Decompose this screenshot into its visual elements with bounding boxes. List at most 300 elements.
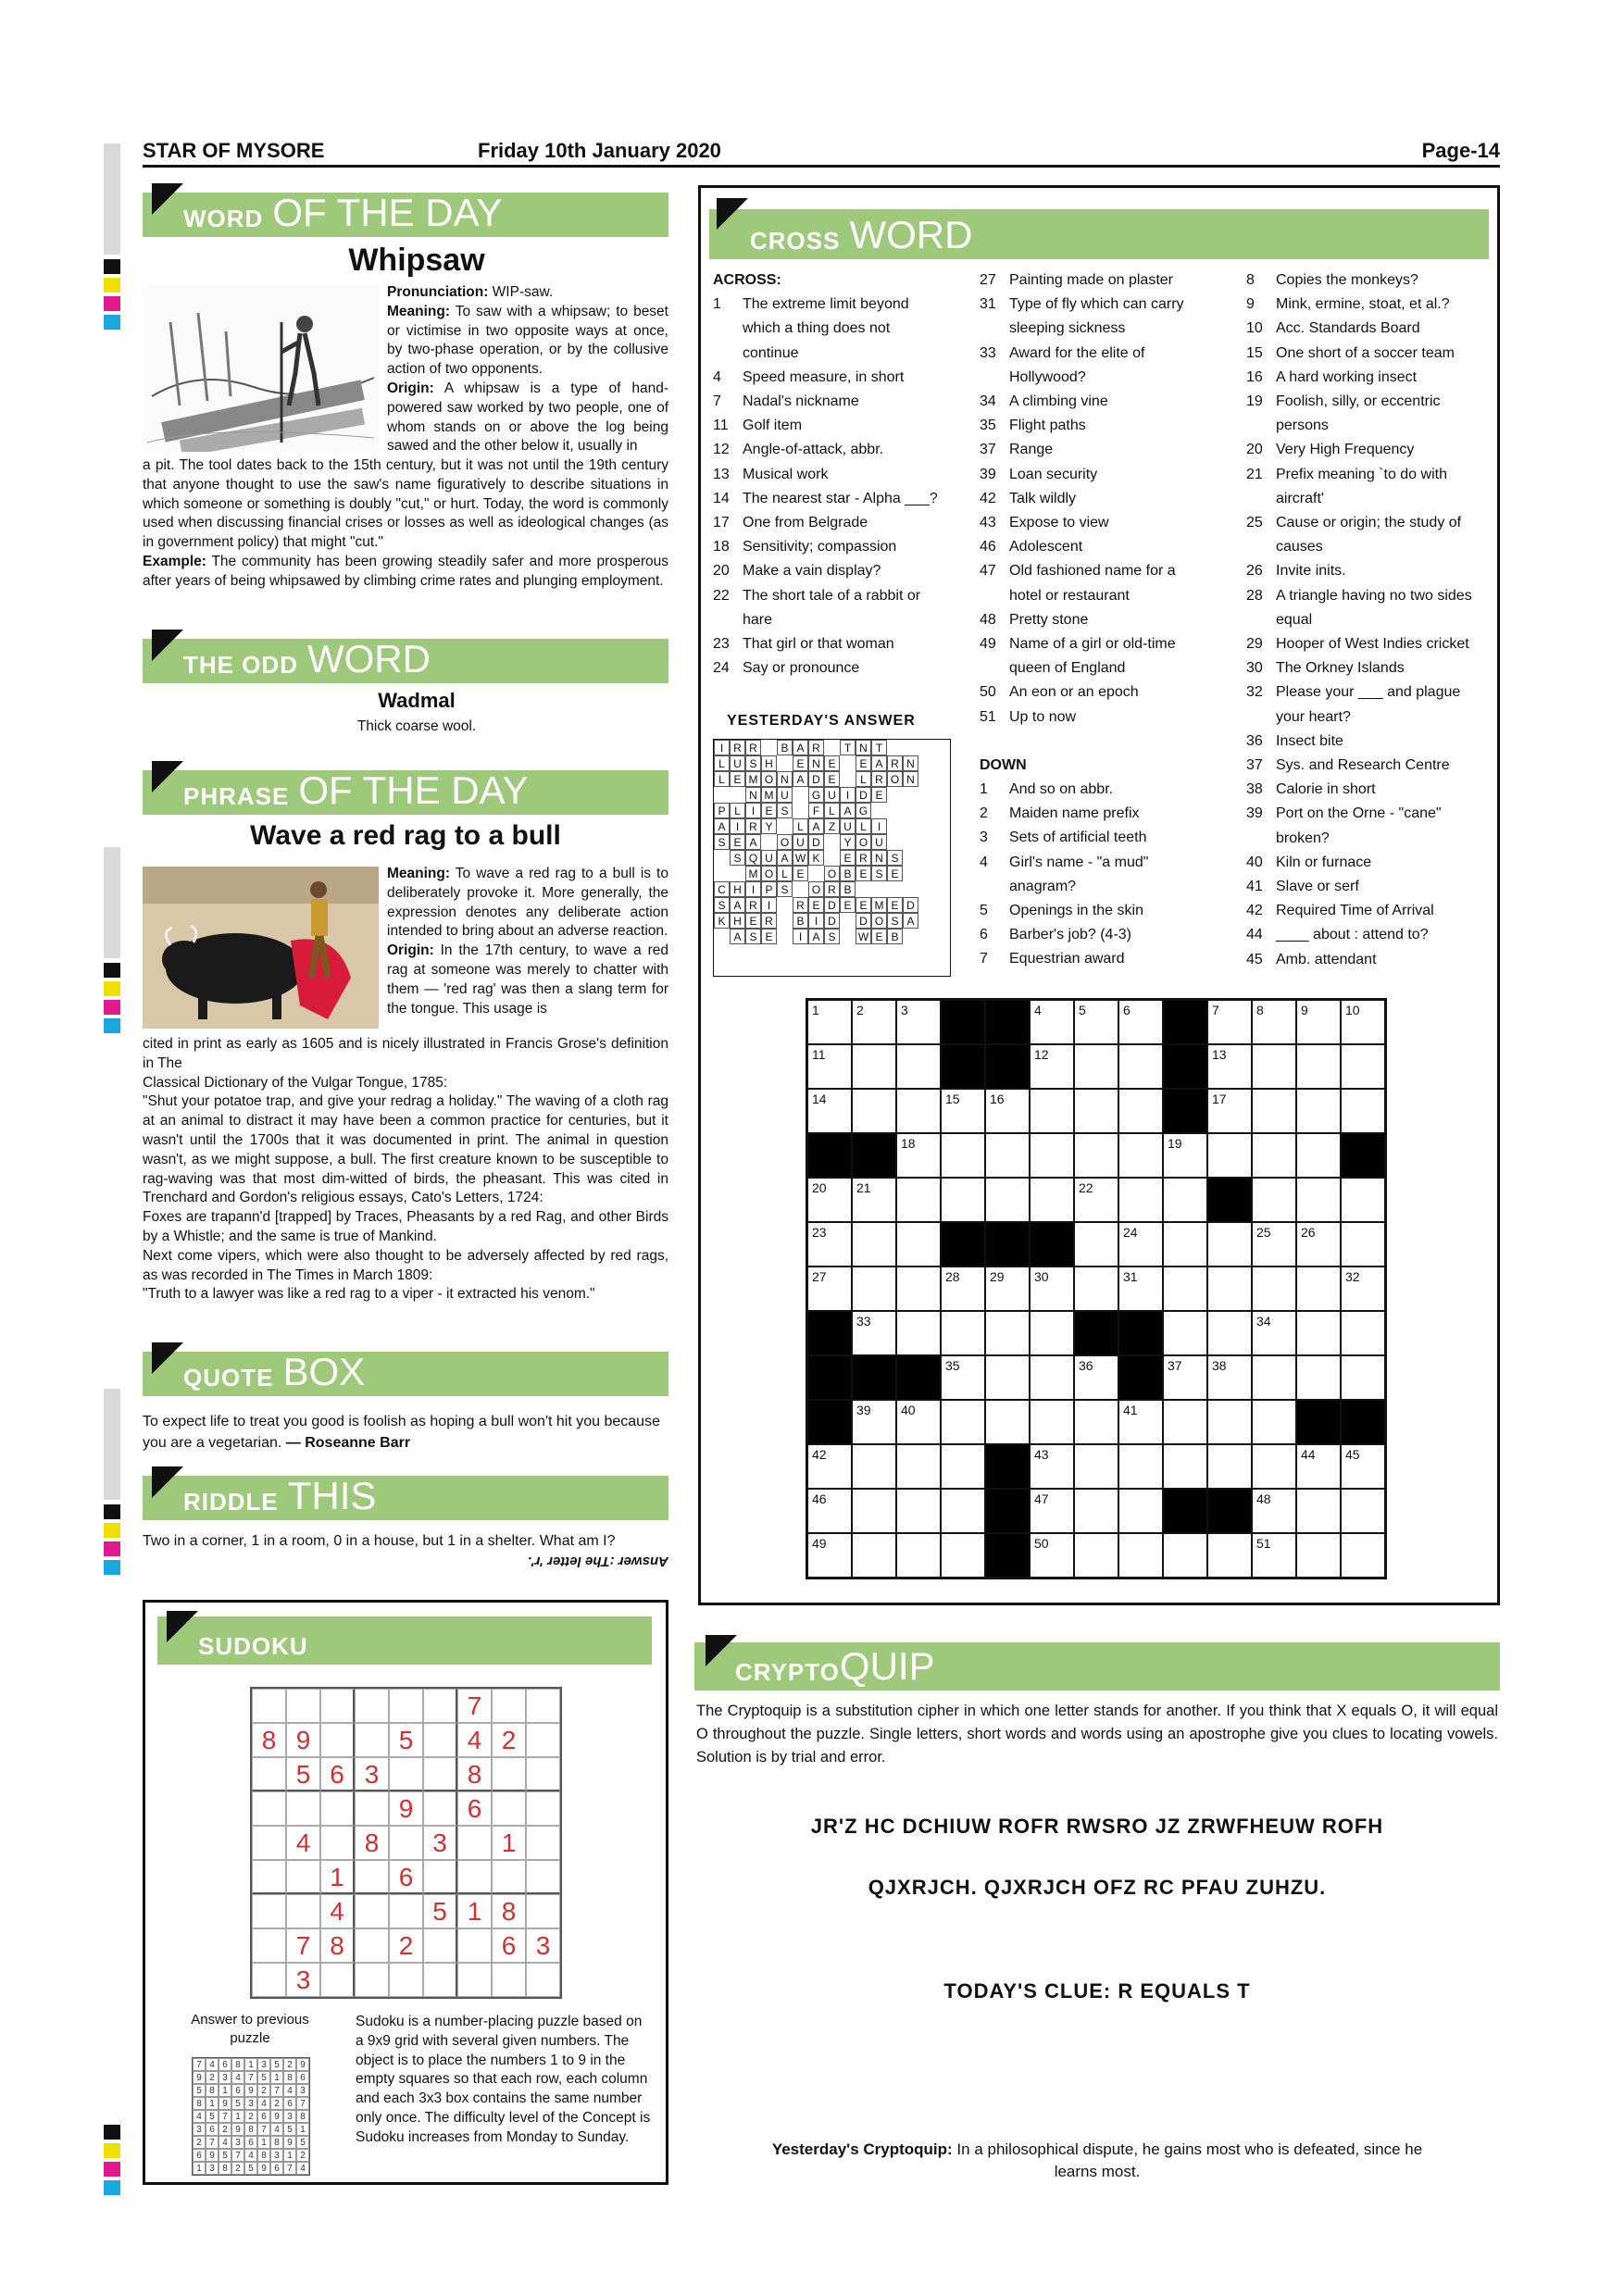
crossword-cell[interactable] <box>1118 1489 1163 1533</box>
crossword-cell[interactable] <box>985 1089 1030 1133</box>
answer-cell: E <box>793 755 808 771</box>
crossword-cell[interactable] <box>1296 1267 1341 1311</box>
sudoku-cell[interactable] <box>389 1894 423 1928</box>
crossword-cell[interactable] <box>852 1000 896 1044</box>
previous-sudoku-cell: 8 <box>270 2136 283 2149</box>
previous-sudoku-cell: 1 <box>257 2136 270 2149</box>
crossword-cell[interactable] <box>852 1533 896 1578</box>
sudoku-cell[interactable]: 6 <box>389 1860 423 1894</box>
answer-cell <box>714 850 730 866</box>
sudoku-cell[interactable]: 2 <box>492 1723 526 1757</box>
answer-cell: E <box>793 866 808 881</box>
clue-item <box>1246 463 1492 511</box>
crossword-cell[interactable] <box>1252 1400 1296 1444</box>
sudoku-cell[interactable] <box>252 1928 286 1963</box>
sudoku-cell[interactable] <box>355 1791 389 1826</box>
clue-number: 42 <box>980 490 996 506</box>
crossword-cell[interactable] <box>1296 1133 1341 1178</box>
crossword-cell[interactable] <box>807 1489 852 1533</box>
crossword-cell[interactable] <box>1252 1133 1296 1178</box>
crossword-cell[interactable] <box>1074 1044 1118 1089</box>
clue-number: 49 <box>980 636 996 653</box>
crossword-cell[interactable] <box>1252 1311 1296 1355</box>
sudoku-cell[interactable] <box>252 1894 286 1928</box>
sudoku-cell[interactable]: 6 <box>457 1791 492 1826</box>
crossword-cell[interactable] <box>985 1178 1030 1222</box>
clue-number: 15 <box>1246 344 1263 361</box>
sudoku-cell[interactable] <box>457 1826 492 1860</box>
crossword-cell[interactable] <box>941 1444 985 1489</box>
sudoku-cell[interactable] <box>320 1826 355 1860</box>
crossword-cell[interactable] <box>941 1178 985 1222</box>
sudoku-cell[interactable]: 3 <box>355 1757 389 1791</box>
previous-sudoku-cell: 4 <box>257 2097 270 2110</box>
crossword-cell[interactable] <box>941 1355 985 1400</box>
crossword-cell[interactable] <box>1296 1222 1341 1267</box>
answer-cell: E <box>856 755 871 771</box>
clue-number: 7 <box>713 393 721 410</box>
crossword-cell[interactable] <box>1030 1044 1074 1089</box>
sudoku-cell[interactable] <box>252 1689 286 1723</box>
header-small-text: PHRASE <box>183 782 290 810</box>
sudoku-cell[interactable] <box>457 1860 492 1894</box>
answer-cell: I <box>840 787 856 803</box>
crossword-cell[interactable] <box>1074 1267 1118 1311</box>
cryptoquip-line-2: QJXRJCH. QJXRJCH OFZ RC PFAU ZUHZU. <box>868 1876 1327 1899</box>
sudoku-cell[interactable]: 8 <box>457 1757 492 1791</box>
crossword-cell[interactable] <box>1296 1000 1341 1044</box>
crossword-cell[interactable] <box>852 1267 896 1311</box>
crossword-cell[interactable] <box>852 1178 896 1222</box>
crossword-cell[interactable] <box>1341 1444 1385 1489</box>
crossword-cell[interactable] <box>1296 1533 1341 1578</box>
crossword-cell[interactable] <box>1296 1089 1341 1133</box>
crossword-cell[interactable] <box>985 1311 1030 1355</box>
crossword-cell[interactable] <box>852 1400 896 1444</box>
sudoku-cell[interactable] <box>526 1757 560 1791</box>
answer-cell: O <box>824 866 840 881</box>
crossword-cell[interactable] <box>852 1222 896 1267</box>
clue-number: 1 <box>980 781 988 798</box>
sudoku-cell[interactable] <box>457 1963 492 1997</box>
sudoku-cell[interactable]: 1 <box>320 1860 355 1894</box>
phrase-paragraph: Classical Dictionary of the Vulgar Tongue, 1785: <box>143 1074 448 1091</box>
crossword-cell[interactable] <box>1296 1178 1341 1222</box>
crossword-cell[interactable] <box>1252 1267 1296 1311</box>
sudoku-cell[interactable]: 8 <box>252 1723 286 1757</box>
section-header-phrase <box>143 770 668 815</box>
crossword-cell[interactable] <box>896 1267 941 1311</box>
crossword-cell[interactable] <box>1296 1311 1341 1355</box>
sudoku-cell[interactable]: 5 <box>423 1894 457 1928</box>
sudoku-cell[interactable] <box>526 1723 560 1757</box>
crossword-cell[interactable] <box>1030 1311 1074 1355</box>
sudoku-cell[interactable]: 1 <box>457 1894 492 1928</box>
crossword-cell[interactable] <box>896 1533 941 1578</box>
phrase-paragraph: "Shut your potatoe trap, and give your redrag a holiday." The waving of a cloth rag at an animal to distract it may have been a common practice for centuries, but it wasn't until the 1700s that it was documented in print. The animal in question wasn't, as we might suppose, a bull. The first creature known to be susceptible to rag-waving was that most dim-witted of birds, the pheasant. This was cited in Trenchard and Gordon's religious essays, Cato's Letters, 1724: <box>143 1093 668 1206</box>
quote-text: To expect life to treat you good is foolish as hoping a bull won't hit you because you are a vegetarian. <box>143 1414 660 1451</box>
sudoku-cell[interactable]: 5 <box>389 1723 423 1757</box>
cell-number: 42 <box>812 1447 827 1462</box>
sudoku-cell[interactable] <box>423 1689 457 1723</box>
sudoku-cell[interactable]: 8 <box>320 1928 355 1963</box>
crossword-cell[interactable] <box>1207 1267 1252 1311</box>
sudoku-cell[interactable] <box>423 1928 457 1963</box>
crossword-cell[interactable] <box>1252 1355 1296 1400</box>
crossword-cell[interactable] <box>941 1089 985 1133</box>
crossword-cell[interactable] <box>807 1178 852 1222</box>
answer-cell: Y <box>840 834 856 850</box>
crossword-cell[interactable] <box>1252 1489 1296 1533</box>
crossword-cell[interactable] <box>1207 1044 1252 1089</box>
previous-sudoku-grid <box>192 2057 310 2176</box>
sudoku-cell[interactable] <box>389 1689 423 1723</box>
sudoku-cell[interactable]: 8 <box>492 1894 526 1928</box>
crossword-cell[interactable] <box>1252 1222 1296 1267</box>
crossword-cell[interactable] <box>985 1355 1030 1400</box>
crossword-cell[interactable] <box>1252 1178 1296 1222</box>
sudoku-cell[interactable] <box>492 1860 526 1894</box>
crossword-cell[interactable] <box>896 1311 941 1355</box>
crossword-cell[interactable] <box>941 1133 985 1178</box>
answer-cell: L <box>824 803 840 818</box>
crossword-cell[interactable] <box>1341 1311 1385 1355</box>
header-small-text: THE ODD <box>183 651 298 679</box>
clue-item <box>980 802 1211 826</box>
crossword-cell[interactable] <box>1030 1178 1074 1222</box>
sudoku-cell[interactable]: 5 <box>286 1757 320 1791</box>
clue-text: Required Time of Arrival <box>1276 903 1434 919</box>
previous-sudoku-cell: 2 <box>270 2097 283 2110</box>
crossword-cell[interactable] <box>1074 1489 1118 1533</box>
sudoku-cell[interactable]: 4 <box>320 1894 355 1928</box>
sudoku-cell[interactable] <box>286 1894 320 1928</box>
sudoku-cell[interactable] <box>286 1791 320 1826</box>
crossword-cell[interactable] <box>1163 1311 1207 1355</box>
clue-number: 4 <box>980 854 988 870</box>
crossword-cell[interactable] <box>1341 1222 1385 1267</box>
meaning-label: Meaning: <box>387 866 451 881</box>
sudoku-cell[interactable]: 1 <box>492 1826 526 1860</box>
sudoku-cell[interactable] <box>457 1928 492 1963</box>
answer-cell <box>903 866 918 881</box>
answer-cell: S <box>745 755 761 771</box>
crossword-cell[interactable] <box>1074 1133 1118 1178</box>
clue-text: Prefix meaning `to do with aircraft' <box>1276 466 1447 506</box>
sudoku-cell[interactable] <box>492 1791 526 1826</box>
previous-sudoku-cell: 4 <box>231 2071 244 2084</box>
crossword-cell[interactable] <box>1341 1355 1385 1400</box>
answer-cell: S <box>777 803 793 818</box>
sudoku-cell[interactable] <box>492 1757 526 1791</box>
sudoku-cell[interactable]: 4 <box>457 1723 492 1757</box>
answer-cell: U <box>824 787 840 803</box>
cell-number: 14 <box>812 1092 827 1106</box>
crossword-cell[interactable] <box>1341 1267 1385 1311</box>
crossword-cell[interactable] <box>1118 1089 1163 1133</box>
crossword-cell[interactable] <box>1074 1089 1118 1133</box>
across-clues-col1 <box>713 268 944 680</box>
crossword-cell[interactable] <box>1163 1178 1207 1222</box>
crossword-cell[interactable] <box>1074 1444 1118 1489</box>
crossword-cell[interactable] <box>985 1267 1030 1311</box>
sudoku-cell[interactable] <box>355 1894 389 1928</box>
crossword-cell[interactable] <box>1341 1178 1385 1222</box>
crossword-cell[interactable] <box>1030 1444 1074 1489</box>
odd-word-title: Wadmal <box>378 689 456 712</box>
sudoku-cell[interactable] <box>526 1894 560 1928</box>
sudoku-cell[interactable] <box>355 1689 389 1723</box>
registration-bar <box>104 144 120 255</box>
crossword-cell[interactable] <box>941 1489 985 1533</box>
crossword-cell[interactable] <box>1252 1000 1296 1044</box>
crossword-cell[interactable] <box>1207 1355 1252 1400</box>
answer-cell <box>856 881 871 897</box>
sudoku-cell[interactable]: 2 <box>389 1928 423 1963</box>
sudoku-cell[interactable] <box>355 1963 389 1997</box>
crossword-cell[interactable] <box>941 1267 985 1311</box>
crossword-cell[interactable] <box>1030 1355 1074 1400</box>
sudoku-cell[interactable]: 8 <box>355 1826 389 1860</box>
crossword-cell[interactable] <box>1118 1400 1163 1444</box>
previous-sudoku-cell: 6 <box>270 2162 283 2175</box>
crossword-cell[interactable] <box>807 1533 852 1578</box>
sudoku-cell[interactable] <box>389 1963 423 1997</box>
crossword-cell[interactable] <box>807 1222 852 1267</box>
crossword-cell[interactable] <box>1252 1089 1296 1133</box>
crossword-cell[interactable] <box>896 1133 941 1178</box>
sudoku-cell[interactable] <box>423 1757 457 1791</box>
sudoku-cell[interactable] <box>423 1791 457 1826</box>
crossword-cell[interactable] <box>941 1533 985 1578</box>
crossword-cell[interactable] <box>941 1311 985 1355</box>
clue-number: 3 <box>980 830 988 846</box>
clue-number: 6 <box>980 927 988 943</box>
crossword-cell[interactable] <box>1030 1267 1074 1311</box>
sudoku-cell[interactable] <box>492 1963 526 1997</box>
answer-cell <box>840 960 856 976</box>
sudoku-cell[interactable] <box>286 1860 320 1894</box>
sudoku-cell[interactable] <box>526 1860 560 1894</box>
crossword-cell[interactable] <box>1163 1222 1207 1267</box>
sudoku-cell[interactable] <box>320 1723 355 1757</box>
crossword-cell[interactable] <box>896 1000 941 1044</box>
sudoku-cell[interactable]: 9 <box>389 1791 423 1826</box>
crossword-cell[interactable] <box>1296 1489 1341 1533</box>
clue-text: Port on the Orne - "cane" broken? <box>1276 805 1442 846</box>
crossword-cell[interactable] <box>1296 1355 1341 1400</box>
crossword-cell[interactable] <box>1074 1178 1118 1222</box>
crossword-cell[interactable] <box>896 1044 941 1089</box>
crossword-cell[interactable] <box>896 1400 941 1444</box>
sudoku-cell[interactable] <box>320 1963 355 1997</box>
crossword-cell[interactable] <box>896 1222 941 1267</box>
quote-author: — Roseanne Barr <box>285 1435 411 1451</box>
crossword-cell[interactable] <box>896 1178 941 1222</box>
crossword-cell[interactable] <box>852 1089 896 1133</box>
sudoku-cell[interactable]: 3 <box>526 1928 560 1963</box>
cell-number: 28 <box>945 1269 960 1284</box>
sudoku-cell[interactable]: 4 <box>286 1826 320 1860</box>
crossword-cell[interactable] <box>1074 1400 1118 1444</box>
clue-text: Up to now <box>1009 708 1077 725</box>
crossword-cell[interactable] <box>1118 1533 1163 1578</box>
crossword-cell[interactable] <box>1207 1400 1252 1444</box>
crossword-cell[interactable] <box>1030 1400 1074 1444</box>
answer-cell: R <box>824 881 840 897</box>
answer-cell: M <box>761 787 777 803</box>
sudoku-cell[interactable] <box>252 1757 286 1791</box>
crossword-cell[interactable] <box>807 1089 852 1133</box>
sudoku-cell[interactable] <box>423 1963 457 1997</box>
sudoku-cell[interactable] <box>252 1826 286 1860</box>
crossword-cell[interactable] <box>1207 1444 1252 1489</box>
sudoku-cell[interactable]: 7 <box>457 1689 492 1723</box>
answer-cell <box>714 929 730 944</box>
sudoku-cell[interactable]: 6 <box>492 1928 526 1963</box>
sudoku-cell[interactable] <box>355 1723 389 1757</box>
crossword-cell[interactable] <box>807 1267 852 1311</box>
answer-cell: R <box>730 740 745 755</box>
crossword-cell[interactable] <box>1118 1178 1163 1222</box>
clue-item <box>713 584 944 632</box>
crossword-cell[interactable] <box>1341 1089 1385 1133</box>
crossword-cell[interactable] <box>807 1044 852 1089</box>
sudoku-cell[interactable] <box>526 1791 560 1826</box>
crossword-cell[interactable] <box>807 1000 852 1044</box>
crossword-cell[interactable] <box>1074 1222 1118 1267</box>
crossword-cell[interactable] <box>985 1400 1030 1444</box>
crossword-cell[interactable] <box>1163 1267 1207 1311</box>
crossword-cell[interactable] <box>1341 1000 1385 1044</box>
crossword-cell[interactable] <box>1341 1533 1385 1578</box>
previous-sudoku-cell: 2 <box>257 2084 270 2097</box>
crossword-cell[interactable] <box>1074 1355 1118 1400</box>
sudoku-cell[interactable]: 3 <box>423 1826 457 1860</box>
previous-sudoku-cell: 4 <box>244 2149 257 2162</box>
clue-item <box>980 851 1211 899</box>
clue-item <box>980 608 1211 632</box>
crossword-cell[interactable] <box>852 1444 896 1489</box>
registration-mark <box>104 1560 120 1575</box>
sudoku-cell[interactable] <box>252 1963 286 1997</box>
crossword-cell[interactable] <box>1207 1222 1252 1267</box>
previous-sudoku-cell: 8 <box>206 2084 219 2097</box>
crossword-cell[interactable] <box>1163 1533 1207 1578</box>
crossword-cell[interactable] <box>1030 1489 1074 1533</box>
crossword-cell[interactable] <box>1252 1533 1296 1578</box>
crossword-cell[interactable] <box>1252 1044 1296 1089</box>
crossword-cell[interactable] <box>1296 1444 1341 1489</box>
crossword-cell[interactable] <box>1118 1044 1163 1089</box>
crossword-cell[interactable] <box>896 1444 941 1489</box>
sudoku-cell[interactable] <box>389 1757 423 1791</box>
crossword-cell[interactable] <box>1074 1533 1118 1578</box>
crossword-cell[interactable] <box>1207 1089 1252 1133</box>
clue-text: Invite inits. <box>1276 563 1346 580</box>
crossword-cell[interactable] <box>1030 1089 1074 1133</box>
sudoku-cell[interactable] <box>526 1689 560 1723</box>
sudoku-cell[interactable] <box>286 1689 320 1723</box>
sudoku-cell[interactable] <box>526 1963 560 1997</box>
crossword-cell[interactable] <box>1252 1444 1296 1489</box>
previous-sudoku-cell: 1 <box>219 2084 231 2097</box>
crossword-cell[interactable] <box>1118 1000 1163 1044</box>
answer-cell <box>934 897 950 913</box>
crossword-cell[interactable] <box>1341 1489 1385 1533</box>
sudoku-cell[interactable] <box>355 1928 389 1963</box>
crossword-cell[interactable] <box>1030 1533 1074 1578</box>
crossword-cell[interactable] <box>1207 1311 1252 1355</box>
answer-cell: E <box>824 755 840 771</box>
crossword-cell[interactable] <box>807 1444 852 1489</box>
meaning-label: Meaning: <box>387 303 451 319</box>
clue-number: 28 <box>1246 587 1263 604</box>
crossword-cell[interactable] <box>941 1400 985 1444</box>
crossword-cell[interactable] <box>1163 1133 1207 1178</box>
sudoku-cell[interactable] <box>355 1860 389 1894</box>
sudoku-cell[interactable]: 6 <box>320 1757 355 1791</box>
odd-word-meaning: Thick coarse wool. <box>356 718 477 734</box>
crossword-cell[interactable] <box>896 1089 941 1133</box>
sudoku-cell[interactable] <box>389 1826 423 1860</box>
sudoku-cell[interactable] <box>492 1689 526 1723</box>
sudoku-cell[interactable]: 9 <box>286 1723 320 1757</box>
crossword-cell[interactable] <box>1163 1355 1207 1400</box>
crossword-cell[interactable] <box>852 1311 896 1355</box>
sudoku-cell[interactable]: 7 <box>286 1928 320 1963</box>
sudoku-cell[interactable] <box>423 1860 457 1894</box>
crossword-cell[interactable] <box>1341 1044 1385 1089</box>
answer-cell: M <box>745 866 761 881</box>
sudoku-cell[interactable]: 3 <box>286 1963 320 1997</box>
crossword-cell[interactable] <box>852 1489 896 1533</box>
crossword-cell[interactable] <box>985 1133 1030 1178</box>
previous-sudoku-cell: 7 <box>283 2162 296 2175</box>
crossword-cell[interactable] <box>1074 1000 1118 1044</box>
answer-cell: H <box>730 881 745 897</box>
crossword-cell[interactable] <box>1163 1444 1207 1489</box>
sudoku-cell[interactable] <box>526 1826 560 1860</box>
sudoku-cell[interactable] <box>252 1860 286 1894</box>
crossword-cell[interactable] <box>1296 1044 1341 1089</box>
crossword-cell[interactable] <box>1207 1000 1252 1044</box>
clue-text: Angle-of-attack, abbr. <box>743 442 884 458</box>
sudoku-cell[interactable] <box>320 1689 355 1723</box>
sudoku-cell[interactable] <box>252 1791 286 1826</box>
answer-cell: D <box>808 834 824 850</box>
crossword-cell[interactable] <box>1163 1400 1207 1444</box>
crossword-cell[interactable] <box>1030 1000 1074 1044</box>
answer-cell <box>871 881 887 897</box>
clue-item <box>980 899 1211 923</box>
crossword-cell[interactable] <box>1118 1267 1163 1311</box>
crossword-cell[interactable] <box>1118 1133 1163 1178</box>
crossword-cell[interactable] <box>1118 1444 1163 1489</box>
crossword-cell[interactable] <box>1118 1222 1163 1267</box>
sudoku-cell[interactable] <box>423 1723 457 1757</box>
registration-bar <box>104 1389 120 1500</box>
sudoku-cell[interactable] <box>320 1791 355 1826</box>
crossword-cell[interactable] <box>852 1044 896 1089</box>
clue-text: Sys. and Research Centre <box>1276 757 1450 774</box>
crossword-cell[interactable] <box>1030 1133 1074 1178</box>
crossword-cell[interactable] <box>1207 1533 1252 1578</box>
clue-item <box>980 826 1211 850</box>
answer-cell: U <box>777 787 793 803</box>
crossword-cell[interactable] <box>896 1489 941 1533</box>
crossword-cell[interactable] <box>1207 1133 1252 1178</box>
